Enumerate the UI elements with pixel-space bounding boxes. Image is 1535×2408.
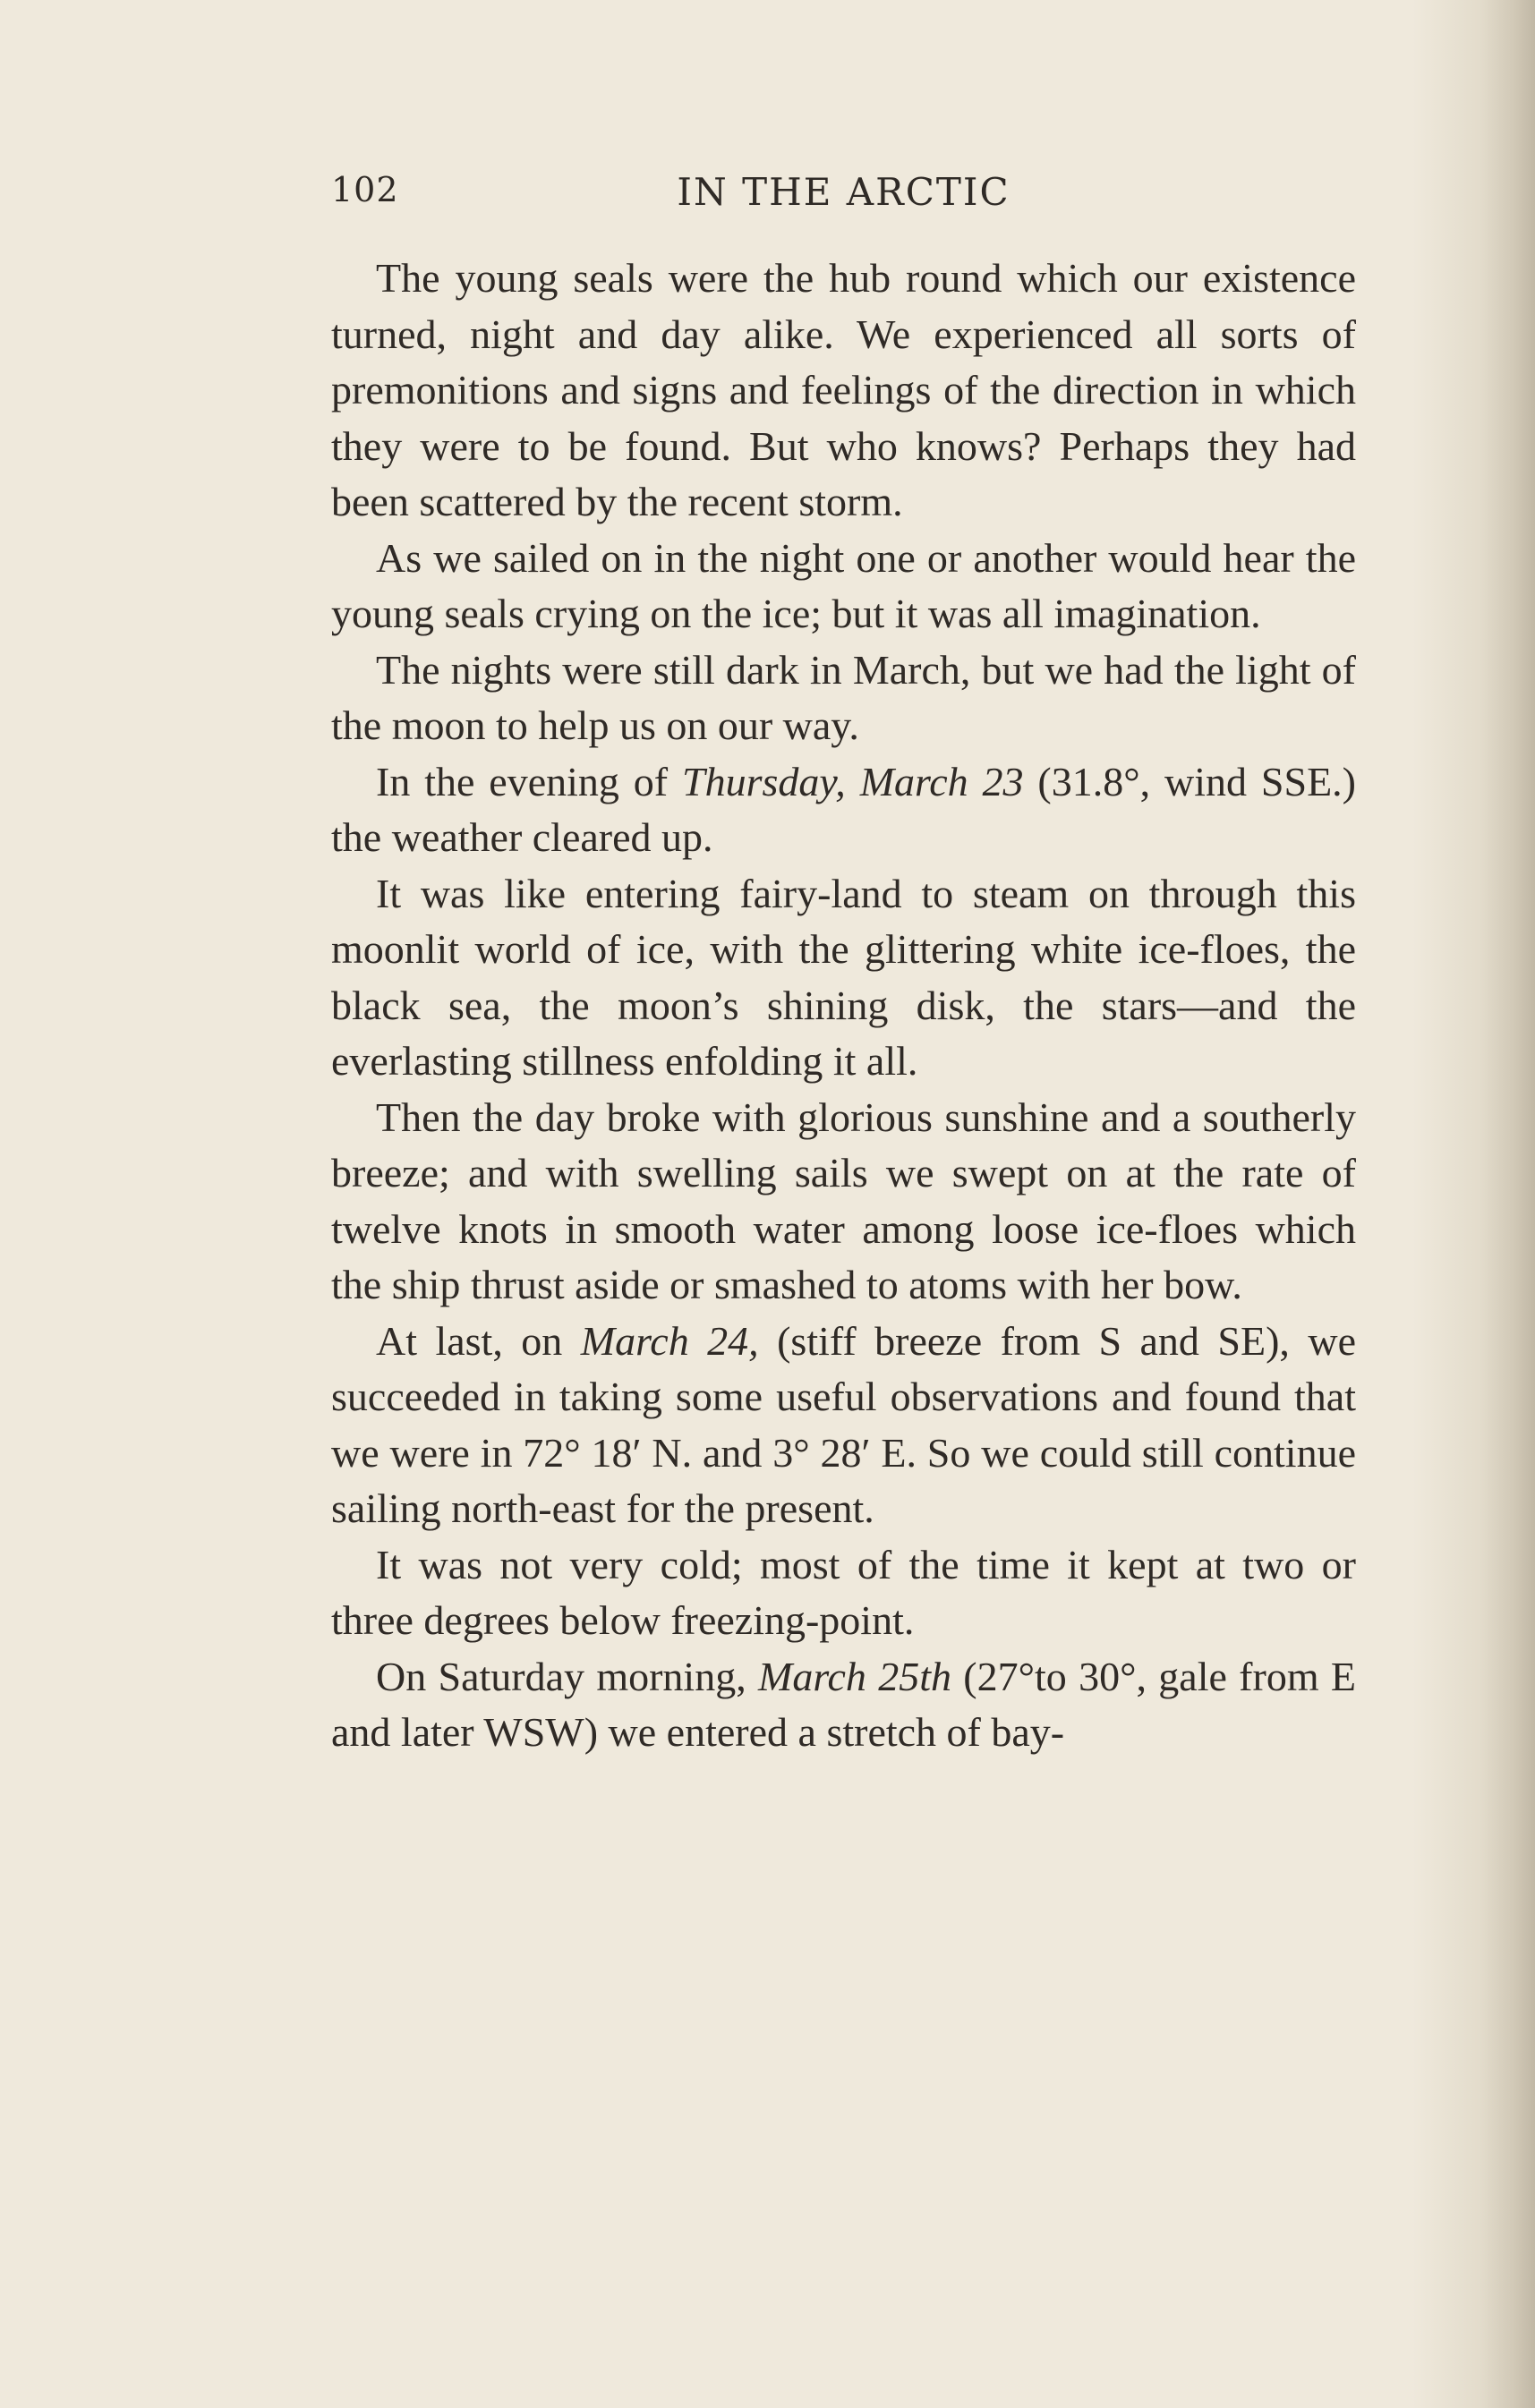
page-number: 102 — [331, 170, 399, 209]
paragraph-text: (31.8°, wind SSE.) the weather cleared up. — [331, 758, 1356, 860]
body-text — [331, 251, 1356, 1761]
date-italic: Thursday, March 23 — [682, 758, 1024, 804]
page-gutter-shadow — [1481, 0, 1535, 2408]
paragraph: The nights were still dark in March, but we had the light of the moon to help us on our way. — [331, 646, 1356, 748]
paragraph: As we sailed on in the night one or another would hear the young seals crying on the ice; but it was all imagination. — [331, 534, 1356, 636]
paragraph-text: On Saturday morning, — [376, 1653, 758, 1699]
paragraph-text: (stiff breeze from S and SE), we succeeded in taking some useful observations and found that we were in 72° 18′ N. and 3° 28′ E. So we could still continue sailing north-east for the present. — [331, 1317, 1356, 1531]
paragraph-text: (27°to 30°, gale from E and later WSW) we entered a stretch of bay- — [331, 1653, 1356, 1755]
paragraph — [331, 754, 1356, 866]
running-head: IN THE ARCTIC — [677, 170, 1011, 214]
paragraph: It was like entering fairy-land to steam on through this moonlit world of ice, with the glittering white ice-floes, the black sea, the moon’s shining disk, the stars—and the everlasting stillness enfolding it all. — [331, 870, 1356, 1084]
paragraph: It was not very cold; most of the time it kept at two or three degrees below freezing-point. — [331, 1541, 1356, 1643]
paragraph — [331, 1314, 1356, 1537]
paragraph — [331, 1649, 1356, 1761]
paragraph: Then the day broke with glorious sunshine and a southerly breeze; and with swelling sails we swept on at the rate of twelve knots in smooth water among loose ice-floes which the ship thrust aside or smashed to atoms with her bow. — [331, 1093, 1356, 1307]
paragraph-text: At last, on — [376, 1317, 581, 1364]
page-header — [331, 170, 1356, 224]
paragraph-text: In the evening of — [376, 758, 683, 804]
paragraph: The young seals were the hub round which our existence turned, night and day alike. We experienced all sorts of premonitions and signs and feelings of the direction in which they were to be found. But who knows? Perhaps they had been scattered by the recent storm. — [331, 255, 1356, 524]
date-italic: March 24, — [580, 1317, 759, 1364]
date-italic: March 25th — [758, 1653, 952, 1699]
